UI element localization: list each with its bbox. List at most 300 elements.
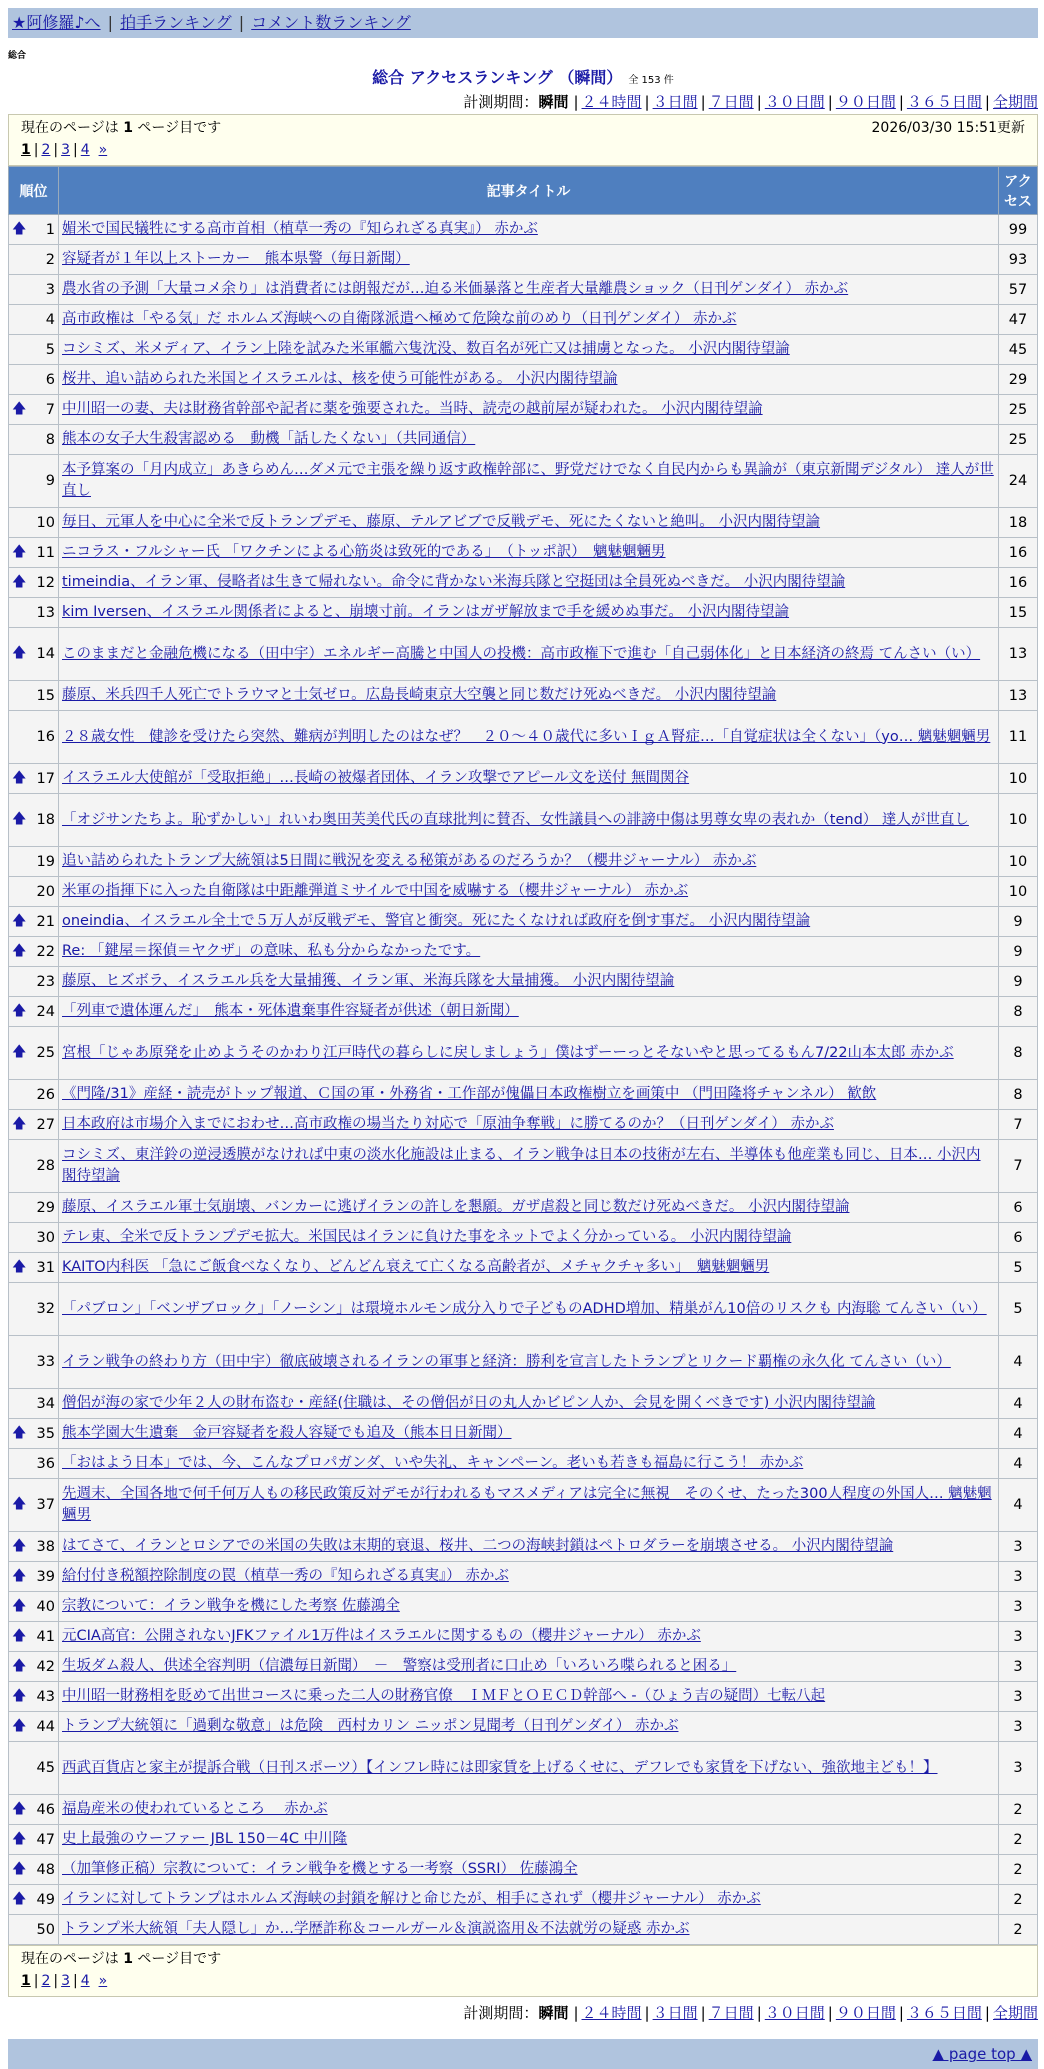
period-separator: | [573,2004,579,2022]
rank-number: 46 [36,1801,55,1818]
access-count: 3 [999,1682,1038,1712]
period-separator: | [898,2004,904,2022]
article-link[interactable]: 藤原、米兵四千人死亡でトラウマと士気ゼロ。広島長崎東京大空襲と同じ数だけ死ぬべきだ。 小沢内閣待望論 [62,687,777,703]
access-count: 3 [999,1532,1038,1562]
access-count: 8 [999,997,1038,1027]
title-cell [59,508,999,538]
article-link[interactable]: 容疑者が１年以上ストーカー 熊本県警（毎日新聞） [62,251,410,267]
rank-cell [9,1885,59,1915]
rank-cell [9,1682,59,1712]
rank-cell [9,1479,59,1532]
ranking-table [8,166,1038,1945]
rank-number: 8 [45,431,55,448]
rank-number: 36 [36,1455,55,1472]
article-link[interactable]: 福島産米の使われているところ 赤かぶ [62,1801,328,1817]
table-row [9,997,1038,1027]
access-count: 4 [999,1389,1038,1419]
rank-number: 25 [36,1045,55,1061]
page-link[interactable]: 3 [61,142,71,158]
rank-cell [9,1193,59,1223]
title-cell [59,1027,999,1080]
period-link[interactable]: ９０日間 [835,2004,896,2022]
rank-cell [9,1915,59,1945]
updated-timestamp: 2026/03/30 15:51更新 [871,120,1025,136]
article-link[interactable]: 「オジサンたちよ。恥ずかしい」れいわ奥田芙美代氏の直球批判に賛否、女性議員への誹謗中傷は男尊女卑の表れか（tend） 達人が世直し [62,811,969,828]
rank-cell [9,847,59,877]
access-count: 4 [999,1419,1038,1449]
up-arrow-icon: 🡅 [12,1717,27,1734]
page-links [21,139,1025,161]
table-row [9,628,1038,681]
access-count: 25 [999,425,1038,455]
rank-cell [9,538,59,568]
access-count: 3 [999,1622,1038,1652]
page-link[interactable]: 3 [61,1973,71,1989]
category-label: 総合 [8,51,27,61]
nav-separator: | [238,13,245,32]
rank-number: 14 [36,646,55,662]
up-arrow-icon: 🡅 [12,1258,27,1275]
title-cell [59,568,999,598]
rank-number: 1 [45,221,55,238]
access-count: 7 [999,1110,1038,1140]
title-cell [59,1110,999,1140]
rank-cell [9,335,59,365]
article-link[interactable]: 宮根「じゃあ原発を止めようそのかわり江戸時代の暮らしに戻しましょう」僕はずーーっとそないやと思ってるもん7/22山本太郎 赤かぶ [62,1044,954,1061]
article-link[interactable]: 史上最強のウーファー JBL 150－4C 中川隆 [62,1831,348,1847]
title-cell [59,1855,999,1885]
title-cell [59,1532,999,1562]
up-arrow-icon: 🡅 [12,1044,27,1060]
bottom-bar [8,2039,1038,2069]
access-count: 8 [999,1027,1038,1080]
page-separator: | [33,1973,39,1989]
article-link[interactable]: ２８歳女性 健診を受けたら突然、難病が判明したのはなぜ？ ２０～４０歳代に多いＩｇＡ腎症…「自覚症状は全くない」（yo… 魑魅魍魎男 [62,728,991,745]
period-link[interactable]: ３日間 [652,93,698,111]
article-link[interactable]: 僧侶が海の家で少年２人の財布盗む・産経(住職は、その僧侶が日の丸人かビピン人か、会見を開くべきです) 小沢内閣待望論 [62,1395,876,1411]
page-separator: | [73,142,78,158]
period-link[interactable]: ７日間 [708,2004,754,2022]
table-row [9,538,1038,568]
title-cell [59,455,999,508]
period-link[interactable]: ３６５日間 [906,93,982,111]
up-arrow-icon: 🡅 [12,1627,27,1644]
title-cell [59,764,999,794]
rank-number: 24 [36,1003,55,1020]
rank-number: 49 [36,1891,55,1908]
page-link[interactable]: 4 [80,1973,90,1989]
rank-cell [9,877,59,907]
article-link[interactable]: イスラエル大使館が「受取拒絶」…長崎の被爆者団体、イラン攻撃でアピール文を送付 無間関谷 [62,770,690,786]
period-separator: | [756,2004,762,2022]
table-row [9,425,1038,455]
rank-number: 32 [36,1301,55,1317]
article-link[interactable]: 中川昭一の妻、夫は財務省幹部や記者に薬を強要された。当時、読売の越前屋が疑われた。 小沢内閣待望論 [62,401,763,417]
rank-number: 6 [45,371,55,388]
table-row [9,1110,1038,1140]
article-link[interactable]: KAITO内科医 「急にご飯食べなくなり、どんどん衰えて亡くなる高齢者が、メチャクチャ多い」 魑魅魍魎男 [62,1259,770,1275]
article-link[interactable]: トランプ米大統領「夫人隠し」か…学歴詐称＆コールガール＆演説盗用＆不法就労の疑惑 赤かぶ [62,1921,690,1937]
title-cell [59,395,999,425]
rank-cell [9,305,59,335]
article-link[interactable]: 「パブロン」「ベンザブロック」「ノーシン」は環境ホルモン成分入りで子どものADHD増加、精巣がん10倍のリスクも 内海聡 てんさい（い） [62,1300,987,1317]
access-count: 4 [999,1336,1038,1389]
article-link[interactable]: （加筆修正稿）宗教について：イラン戦争を機とする一考察（SSRI） 佐藤鴻全 [62,1861,578,1877]
period-link[interactable]: 全期間 [992,93,1038,111]
rank-cell [9,1795,59,1825]
article-link[interactable]: oneindia、イスラエル全土で５万人が反戦デモ、警官と衝突。死にたくなければ政府を倒す事だ。 小沢内閣待望論 [62,913,811,929]
period-separator: | [756,93,762,111]
table-row [9,245,1038,275]
up-arrow-icon: 🡅 [12,543,27,560]
table-row [9,1562,1038,1592]
table-row [9,365,1038,395]
title-header: 記事タイトル [59,167,999,215]
page-link[interactable]: 2 [41,1973,51,1989]
rank-number: 43 [36,1688,55,1705]
page-link[interactable]: 2 [41,142,51,158]
table-row [9,764,1038,794]
period-separator: | [984,93,990,111]
rank-cell [9,1652,59,1682]
title-cell [59,1742,999,1795]
next-page-link[interactable]: » [98,1973,108,1989]
access-count: 9 [999,967,1038,997]
period-link[interactable]: ２４時間 [581,2004,642,2022]
article-link[interactable]: 《門隆/31》産経・読売がトップ報道、Ｃ国の軍・外務省・工作部が傀儡日本政権樹立を画策中 （門田隆将チャンネル） 歓飲 [62,1086,877,1102]
table-row [9,1419,1038,1449]
period-separator: | [827,93,833,111]
up-arrow-icon: 🡅 [12,645,27,661]
rank-cell [9,215,59,245]
rank-cell [9,997,59,1027]
table-row [9,215,1038,245]
rank-number: 18 [36,812,55,828]
up-arrow-icon: 🡅 [12,811,27,827]
title-cell [59,1825,999,1855]
article-link[interactable]: イランに対してトランプはホルムズ海峡の封鎖を解けと命じたが、相手にされず（櫻井ジャーナル） 赤かぶ [62,1891,761,1907]
article-link[interactable]: 給付付き税額控除制度の罠（植草一秀の『知られざる真実』） 赤かぶ [62,1568,509,1584]
rank-cell [9,245,59,275]
access-count: 8 [999,1080,1038,1110]
title-cell [59,1885,999,1915]
table-row [9,1283,1038,1336]
article-link[interactable]: 宗教について：イラン戦争を機にした考察 佐藤鴻全 [62,1598,400,1614]
rank-cell [9,568,59,598]
table-row [9,455,1038,508]
rank-number: 44 [36,1718,55,1735]
access-count: 47 [999,305,1038,335]
title-cell [59,365,999,395]
title-cell [59,1223,999,1253]
up-arrow-icon: 🡅 [12,1830,27,1847]
access-count: 9 [999,937,1038,967]
table-row [9,1592,1038,1622]
rank-cell [9,1140,59,1193]
rank-number: 20 [36,883,55,900]
page-links [21,1970,1025,1992]
rank-cell [9,628,59,681]
up-arrow-icon: 🡅 [12,1890,27,1907]
rank-number: 45 [36,1760,55,1776]
table-row [9,1885,1038,1915]
article-link[interactable]: timeindia、イラン軍、侵略者は生きて帰れない。命令に背かない米海兵隊と空挺団は全員死ぬべきだ。 小沢内閣待望論 [62,574,846,590]
up-arrow-icon: 🡅 [12,1424,27,1441]
access-count: 2 [999,1885,1038,1915]
page-link[interactable]: 4 [80,142,90,158]
page-title [8,66,1038,90]
rank-cell [9,1389,59,1419]
article-link[interactable]: ニコラス・フルシャー氏 「ワクチンによる心筋炎は致死的である」 （トッポ訳） 魑魅魍魎男 [62,544,666,560]
table-row [9,1742,1038,1795]
rank-number: 41 [36,1628,55,1645]
access-count: 45 [999,335,1038,365]
rank-cell [9,967,59,997]
rank-number: 13 [36,604,55,621]
article-link[interactable]: kim Iversen、イスラエル関係者によると、崩壊寸前。イランはガザ解放まで手を緩めぬ事だ。 小沢内閣待望論 [62,604,790,620]
rank-cell [9,794,59,847]
title-cell [59,335,999,365]
period-link[interactable]: ３６５日間 [906,2004,982,2022]
article-link[interactable]: コシミズ、米メディア、イラン上陸を試みた米軍艦六隻沈没、数百名が死亡又は捕虜となった。 小沢内閣待望論 [62,341,790,357]
home-link[interactable]: ★阿修羅♪へ [12,13,101,32]
title-cell [59,245,999,275]
article-link[interactable]: 米軍の指揮下に入った自衛隊は中距離弾道ミサイルで中国を威嚇する（櫻井ジャーナル） 赤かぶ [62,883,689,899]
access-header: アクセス [999,167,1038,215]
up-arrow-icon: 🡅 [12,1800,27,1817]
article-link[interactable]: テレ東、全米で反トランプデモ拡大。米国民はイランに負けた事をネットでよく分かっている。 小沢内閣待望論 [62,1229,792,1245]
title-cell [59,681,999,711]
table-row [9,1825,1038,1855]
table-row [9,1712,1038,1742]
rank-number: 42 [36,1658,55,1675]
rank-number: 26 [36,1086,55,1103]
title-cell [59,425,999,455]
title-cell [59,598,999,628]
title-cell [59,1479,999,1532]
article-link[interactable]: コシミズ、東洋鈴の逆浸透膜がなければ中東の淡水化施設は止まる、イラン戦争は日本の技術が左右、半導体も他産業も同じ、日本… 小沢内閣待望論 [62,1147,981,1184]
article-link[interactable]: 中川昭一財務相を貶めて出世コースに乗った二人の財務官僚 ＩＭＦとＯＥＣＤ幹部へ -（ひょう吉の疑問）七転八起 [62,1688,826,1704]
comment-ranking-link[interactable]: コメント数ランキング [251,13,411,32]
page-status: 現在のページは 1 ページ目です [21,1951,222,1967]
rank-cell [9,1532,59,1562]
rank-number: 2 [45,251,55,268]
up-arrow-icon: 🡅 [12,1597,27,1614]
clap-ranking-link[interactable]: 拍手ランキング [120,13,232,32]
table-row [9,711,1038,764]
article-link[interactable]: 媚米で国民犠牲にする高市首相（植草一秀の『知られざる真実』） 赤かぶ [62,221,538,237]
access-count: 18 [999,508,1038,538]
table-row [9,1027,1038,1080]
title-cell [59,997,999,1027]
title-cell [59,967,999,997]
article-link[interactable]: 藤原、イスラエル軍士気崩壊、バンカーに逃げイランの許しを懇願。ガザ虐殺と同じ数だけ死ぬべきだ。 小沢内閣待望論 [62,1199,850,1215]
period-separator: | [898,93,904,111]
article-link[interactable]: 桜井、追い詰められた米国とイスラエルは、核を使う可能性がある。 小沢内閣待望論 [62,371,618,387]
rank-cell [9,395,59,425]
access-count: 10 [999,847,1038,877]
rank-number: 15 [36,687,55,704]
period-separator: | [644,93,650,111]
rank-cell [9,508,59,538]
article-link[interactable]: 高市政権は「やる気」だ ホルムズ海峡への自衛隊派遣へ極めて危険な前のめり（日刊ゲンダイ） 赤かぶ [62,311,737,327]
article-link[interactable]: 熊本学園大生遺棄 金戸容疑者を殺人容疑でも追及（熊本日日新聞） [62,1425,512,1441]
rank-number: 31 [36,1259,55,1276]
article-link[interactable]: 「おはよう日本」では、今、こんなプロパガンダ、いや失礼、キャンペーン。老いも若きも福島に行こう！ 赤かぶ [62,1455,804,1471]
title-cell [59,1283,999,1336]
table-row [9,1479,1038,1532]
rank-number: 22 [36,943,55,960]
article-link[interactable]: イラン戦争の終わり方（田中宇）徹底破壊されるイランの軍事と経済：勝利を宣言したトランプとリクード覇権の永久化 てんさい（い） [62,1353,951,1370]
title-cell [59,1592,999,1622]
up-arrow-icon: 🡅 [12,1860,27,1877]
period-link[interactable]: 全期間 [992,2004,1038,2022]
access-count: 7 [999,1140,1038,1193]
rank-number: 29 [36,1199,55,1216]
period-separator: | [700,2004,706,2022]
period-separator: | [573,93,579,111]
table-row [9,937,1038,967]
article-link[interactable]: 先週末、全国各地で何千何万人もの移民政策反対デモが行われるもマスメディアは完全に無視 そのくせ、たった300人程度の外国人… 魑魅魍魎男 [62,1486,992,1523]
access-count: 6 [999,1223,1038,1253]
access-count: 3 [999,1592,1038,1622]
rank-cell [9,1712,59,1742]
rank-cell [9,365,59,395]
rank-cell [9,1027,59,1080]
period-link[interactable]: ２４時間 [581,93,642,111]
rank-number: 27 [36,1116,55,1133]
nav-separator: | [107,13,114,32]
next-page-link[interactable]: » [98,142,108,158]
article-link[interactable]: 熊本の女子大生殺害認める 動機「話したくない」（共同通信） [62,431,476,447]
access-count: 3 [999,1712,1038,1742]
up-arrow-icon: 🡅 [12,573,27,590]
article-link[interactable]: 農水省の予測「大量コメ余り」は消費者には朗報だが…迫る米価暴落と生産者大量離農ショック（日刊ゲンダイ） 赤かぶ [62,281,849,297]
access-count: 24 [999,455,1038,508]
article-link[interactable]: 藤原、ヒズボラ、イスラエル兵を大量捕獲、イラン軍、米海兵隊を大量捕獲。 小沢内閣待望論 [62,973,675,989]
title-cell [59,538,999,568]
access-count: 15 [999,598,1038,628]
up-arrow-icon: 🡅 [12,1657,27,1674]
title-cell [59,305,999,335]
access-count: 57 [999,275,1038,305]
title-cell [59,794,999,847]
access-count: 99 [999,215,1038,245]
access-count: 10 [999,764,1038,794]
article-link[interactable]: 追い詰められたトランプ大統領は5日間に戦況を変える秘策があるのだろうか？（櫻井ジャーナル） 赤かぶ [62,853,757,869]
article-link[interactable]: はてさて、イランとロシアでの米国の失敗は末期的衰退、桜井、二つの海峡封鎖はペトロダラーを崩壊させる。 小沢内閣待望論 [62,1538,894,1554]
title-cell [59,711,999,764]
rank-number: 48 [36,1861,55,1878]
spacer [90,1973,99,1989]
rank-cell [9,1562,59,1592]
table-row [9,794,1038,847]
table-row [9,847,1038,877]
period-separator: | [644,2004,650,2022]
title-cell [59,1449,999,1479]
title-cell [59,275,999,305]
page-top-link[interactable]: ▲ page top ▲ [932,2045,1032,2063]
access-count: 3 [999,1562,1038,1592]
page-current: 1 [21,142,31,158]
article-link[interactable]: 西武百貨店と家主が提訴合戦（日刊スポーツ）【インフレ時には即家賃を上げるくせに、デフレでも家賃を下げない、強欲地主ども！】 [62,1759,938,1776]
article-link[interactable]: トランプ大統領に「過剰な敬意」は危険 西村カリン ニッポン見聞考（日刊ゲンダイ） 赤かぶ [62,1718,679,1734]
article-link[interactable]: 「列車で遺体運んだ」 熊本・死体遺棄事件容疑者が供述（朝日新聞） [62,1003,519,1019]
table-row [9,598,1038,628]
article-link[interactable]: 日本政府は市場介入までにおわせ…高市政権の場当たり対応で「原油争奪戦」に勝てるのか？（日刊ゲンダイ） 赤かぶ [62,1116,834,1132]
title-cell [59,1389,999,1419]
access-count: 5 [999,1283,1038,1336]
rank-number: 16 [36,729,55,745]
period-link[interactable]: ９０日間 [835,93,896,111]
up-arrow-icon: 🡅 [12,220,27,237]
article-link[interactable]: Re: 「鍵屋＝探偵＝ヤクザ」の意味、私も分からなかったです。 [62,943,481,959]
page-separator: | [53,1973,59,1989]
title-cell [59,1652,999,1682]
rank-cell [9,1592,59,1622]
rank-number: 17 [36,770,55,787]
period-link[interactable]: ３日間 [652,2004,698,2022]
rank-cell [9,275,59,305]
title-cell [59,847,999,877]
title-cell [59,1336,999,1389]
rank-number: 21 [36,913,55,930]
spacer [90,142,99,158]
title-cell [59,1419,999,1449]
period-link[interactable]: ７日間 [708,93,754,111]
rank-number: 33 [36,1354,55,1370]
article-link[interactable]: 毎日、元軍人を中心に全米で反トランプデモ、藤原、テルアビブで反戦デモ、死にたくないと絶叫。 小沢内閣待望論 [62,514,821,530]
up-arrow-icon: 🡅 [12,912,27,929]
pager-top [8,114,1038,166]
access-count: 16 [999,568,1038,598]
period-label: 計測期間： [463,2004,539,2022]
rank-number: 28 [36,1158,55,1174]
rank-cell [9,937,59,967]
pager-bottom [8,1945,1038,1997]
title-cell [59,215,999,245]
rank-cell [9,764,59,794]
rank-number: 50 [36,1921,55,1938]
article-link[interactable]: 生坂ダム殺人、供述全容判明（信濃毎日新聞） － 警察は受刑者に口止め「いろいろ喋られると困る」 [62,1658,737,1674]
table-row [9,1336,1038,1389]
rank-number: 5 [45,341,55,358]
article-link[interactable]: このままだと金融危機になる（田中宇）エネルギー高騰と中国人の投機：高市政権下で進む「自己弱体化」と日本経済の終焉 てんさい（い） [62,645,981,662]
top-nav-bar [8,8,1038,38]
rank-cell [9,1110,59,1140]
up-arrow-icon: 🡅 [12,1537,27,1554]
rank-number: 7 [45,401,55,418]
rank-cell [9,681,59,711]
table-row [9,335,1038,365]
period-link[interactable]: ３０日間 [764,93,825,111]
period-link[interactable]: ３０日間 [764,2004,825,2022]
access-count: 4 [999,1479,1038,1532]
access-count: 3 [999,1742,1038,1795]
article-link[interactable]: 本予算案の「月内成立」あきらめん…ダメ元で主張を繰り返す政権幹部に、野党だけでなく自民内からも異論が（東京新聞デジタル） 達人が世直し [62,462,994,499]
article-link[interactable]: 元CIA高官：公開されないJFKファイル1万件はイスラエルに関するもの（櫻井ジャーナル） 赤かぶ [62,1628,701,1644]
rank-number: 47 [36,1831,55,1848]
table-row [9,1682,1038,1712]
page-separator: | [33,142,39,158]
up-arrow-icon: 🡅 [12,769,27,786]
rank-number: 3 [45,281,55,298]
page-current: 1 [21,1973,31,1989]
table-row [9,681,1038,711]
access-count: 3 [999,1652,1038,1682]
table-row [9,967,1038,997]
access-count: 10 [999,794,1038,847]
